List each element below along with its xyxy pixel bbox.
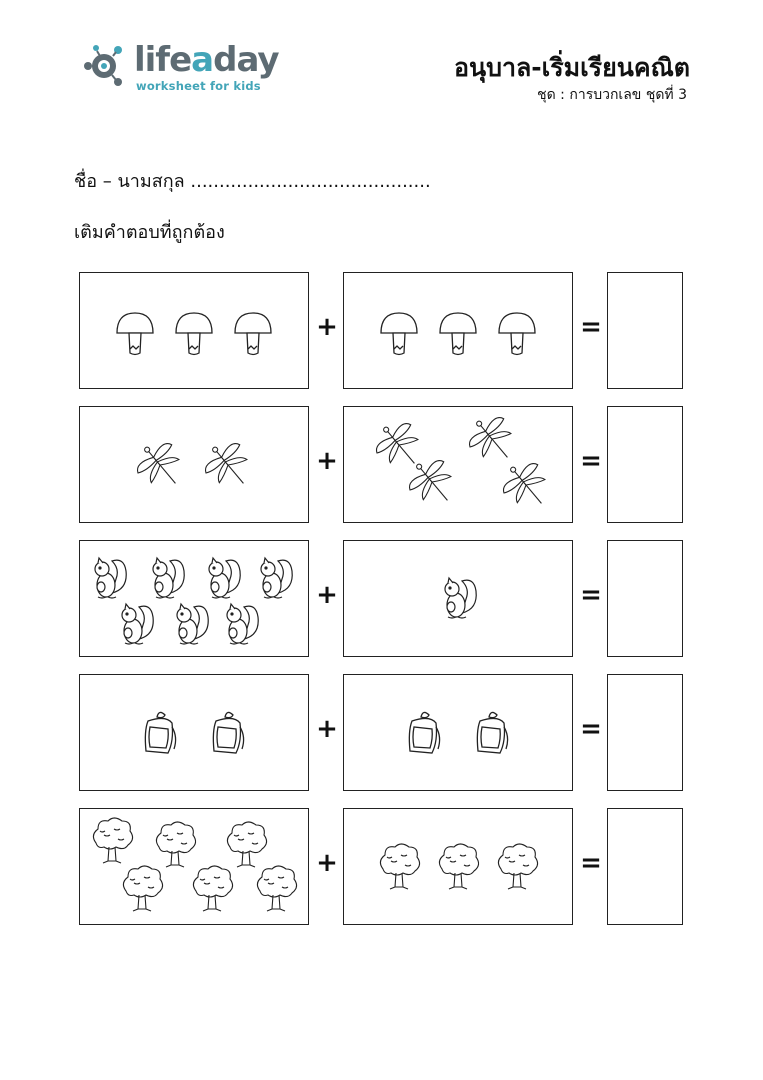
- backpack-icon-group: [80, 675, 308, 790]
- tree-icon: [439, 844, 478, 889]
- squirrel-icon: [209, 558, 240, 598]
- tree-icon: [380, 844, 419, 889]
- exercise-row: [79, 272, 684, 389]
- squirrel-icon: [445, 578, 476, 618]
- plus-sign: +: [316, 848, 338, 878]
- addend-right-box: [343, 674, 573, 791]
- backpack-icon: [145, 712, 175, 753]
- page-title: อนุบาล-เริ่มเรียนคณิต: [453, 53, 690, 82]
- equals-sign: =: [580, 848, 602, 878]
- tree-icon: [257, 866, 296, 911]
- squirrel-icon-group: [80, 541, 308, 656]
- exercise-row: [79, 808, 684, 925]
- dragonfly-icon: [495, 454, 559, 518]
- dragonfly-icon: [461, 408, 525, 472]
- page-subtitle: ชุด : การบวกเลข ชุดที่ 3: [537, 87, 687, 103]
- squirrel-icon: [177, 604, 208, 644]
- mushroom-icon: [499, 313, 535, 355]
- tree-icon: [93, 818, 132, 863]
- answer-box[interactable]: [607, 406, 683, 523]
- tree-icon: [156, 822, 195, 867]
- mushroom-icon: [117, 313, 153, 355]
- equals-sign: =: [580, 580, 602, 610]
- equals-sign: =: [580, 714, 602, 744]
- answer-box[interactable]: [607, 808, 683, 925]
- backpack-icon: [409, 712, 439, 753]
- addend-left-box: [79, 674, 309, 791]
- addend-left-box: [79, 808, 309, 925]
- dragonfly-icon: [129, 434, 193, 498]
- plus-sign: +: [316, 714, 338, 744]
- squirrel-icon: [95, 558, 126, 598]
- backpack-icon: [477, 712, 507, 753]
- addend-left-box: [79, 406, 309, 523]
- backpack-icon-group: [344, 675, 572, 790]
- squirrel-icon: [122, 604, 153, 644]
- answer-box[interactable]: [607, 272, 683, 389]
- logo-tagline: worksheet for kids: [136, 79, 261, 93]
- answer-box[interactable]: [607, 674, 683, 791]
- squirrel-icon: [261, 558, 292, 598]
- mushroom-icon-group: [344, 273, 572, 388]
- logo-wordmark: lifeaday: [134, 40, 279, 80]
- answer-box[interactable]: [607, 540, 683, 657]
- mushroom-icon: [440, 313, 476, 355]
- exercise-row: [79, 674, 684, 791]
- plus-sign: +: [316, 446, 338, 476]
- addend-left-box: [79, 540, 309, 657]
- dragonfly-icon: [197, 434, 261, 498]
- addend-right-box: [343, 540, 573, 657]
- mushroom-icon-group: [80, 273, 308, 388]
- mushroom-icon: [235, 313, 271, 355]
- instruction-text: เติมคำตอบที่ถูกต้อง: [74, 222, 225, 243]
- tree-icon-group: [80, 809, 308, 924]
- equals-sign: =: [580, 312, 602, 342]
- addend-right-box: [343, 272, 573, 389]
- addend-right-box: [343, 808, 573, 925]
- tree-icon: [193, 866, 232, 911]
- exercise-row: [79, 406, 684, 523]
- plus-sign: +: [316, 312, 338, 342]
- mushroom-icon: [176, 313, 212, 355]
- squirrel-icon: [227, 604, 258, 644]
- mushroom-icon: [381, 313, 417, 355]
- tree-icon: [498, 844, 537, 889]
- addend-right-box: [343, 406, 573, 523]
- dragonfly-icon-group: [344, 407, 572, 522]
- logo-mark-icon: [82, 40, 130, 88]
- name-field-line[interactable]: ชื่อ – นามสกุล ..........................................: [74, 171, 431, 192]
- squirrel-icon-group: [344, 541, 572, 656]
- tree-icon-group: [344, 809, 572, 924]
- exercise-row: [79, 540, 684, 657]
- plus-sign: +: [316, 580, 338, 610]
- dragonfly-icon: [401, 451, 465, 515]
- logo: [82, 38, 279, 96]
- tree-icon: [123, 866, 162, 911]
- tree-icon: [227, 822, 266, 867]
- equals-sign: =: [580, 446, 602, 476]
- addend-left-box: [79, 272, 309, 389]
- dragonfly-icon-group: [80, 407, 308, 522]
- squirrel-icon: [153, 558, 184, 598]
- backpack-icon: [213, 712, 243, 753]
